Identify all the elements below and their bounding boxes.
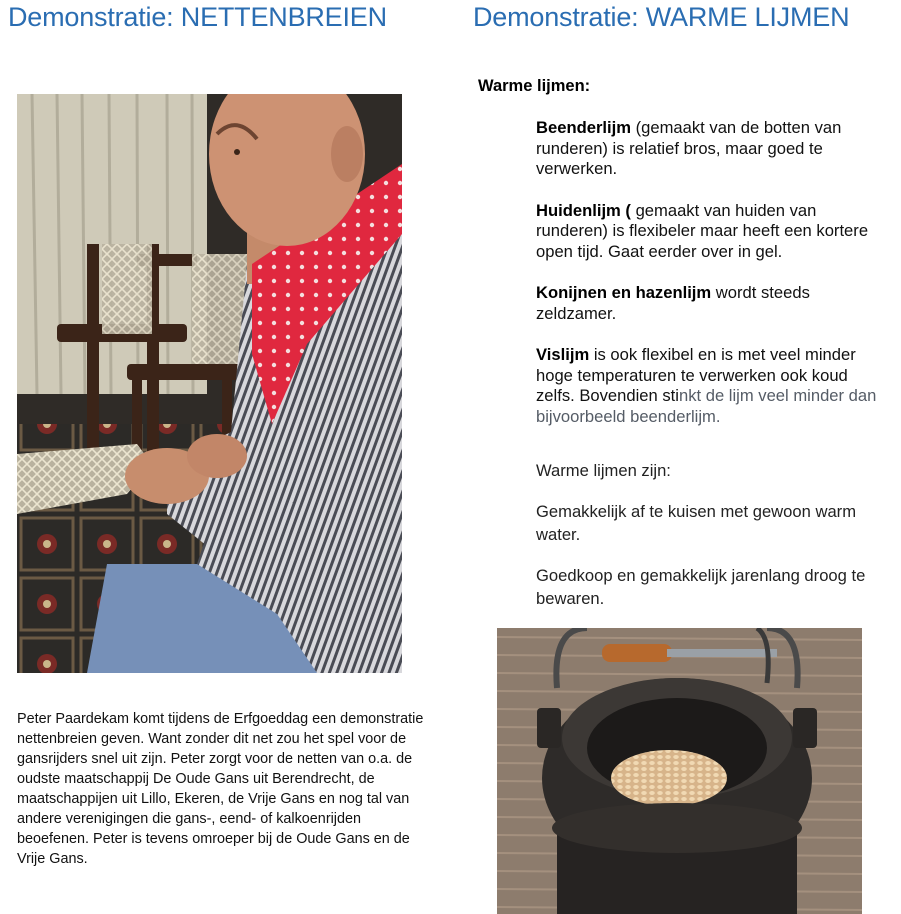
glue-description: gemaakt van huiden van runderen) is flexibeler maar heeft een kortere open tijd. Gaat eerder over in gel. [536,200,869,261]
glue-item-konijnenlijm [536,283,886,324]
glue-term: Vislijm [536,345,590,364]
left-heading: Demonstratie: NETTENBREIEN [8,2,387,32]
glue-types-list [536,118,886,448]
glue-properties [536,459,886,628]
glue-term: Beenderlijm [536,118,631,137]
glue-description: is ook flexibel en is met veel minder hoge temperaturen te verwerken ook koud zelfs. Bovendien sti [536,345,856,405]
right-heading: Demonstratie: WARME LIJMEN [473,2,850,32]
glue-term: Huidenlijm ( [536,200,631,220]
glue-pot-illustration [497,628,862,914]
property-item: Goedkoop en gemakkelijk jarenlang droog te bewaren. [536,566,866,608]
glue-term: Konijnen en hazenlijm [536,283,712,302]
man-knitting-net-photo [17,94,402,673]
glue-description: wordt steeds zeldzamer. [536,283,810,323]
glue-item-huidenlijm [536,201,886,263]
warme-lijmen-subheading: Warme lijmen: [478,77,591,95]
glue-item-vislijm [536,345,886,427]
glue-pot-with-pellets-photo [497,628,862,914]
glue-description: (gemaakt van de botten van runderen) is relatief bros, maar goed te verwerken. [536,118,842,178]
photo-caption: Peter Paardekam komt tijdens de Erfgoeddag een demonstratie nettenbreien geven. Want zonder dit net zou het spel voor de gansrijders snel uit zijn. Peter zorgt voor de netten van o.a. de oudste maatschappij De Oude Gans uit Berendrecht, de maatschappijen uit Lillo, Ekeren, de Vrije Gans en nog tal van andere verenigingen die gans-, eend- of kalkoenrijden beoefenen. Peter is tevens omroeper bij de Oude Gans en de Vrije Gans. [17,711,424,867]
properties-intro: Warme lijmen zijn: [536,461,671,480]
man-knitting-net-illustration [17,94,402,673]
glue-description-faded: nkt de lijm veel minder dan bijvoorbeeld beenderlijm. [536,386,877,426]
property-item: Gemakkelijk af te kuisen met gewoon warm water. [536,502,857,544]
glue-item-beenderlijm [536,118,886,180]
